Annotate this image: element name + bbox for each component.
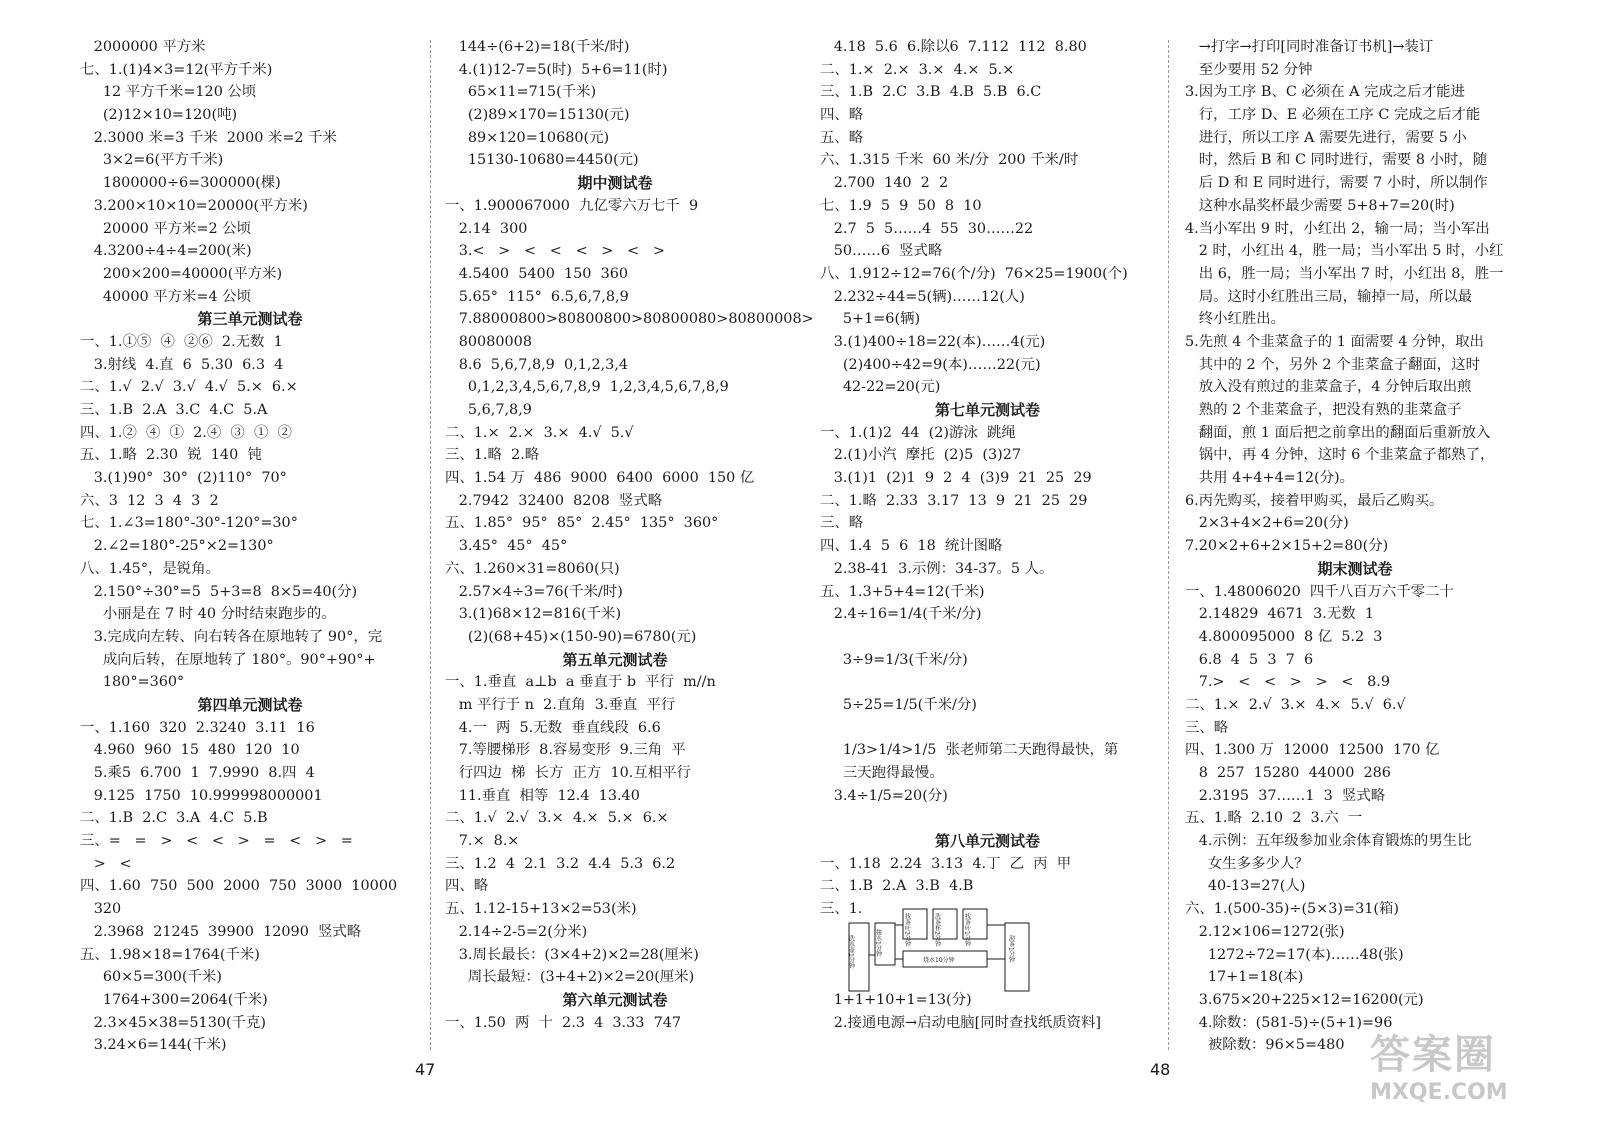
answer-line: 五、1.3+5+4=12(千米): [820, 583, 985, 600]
answer-line: 八、1.912÷12=76(个/分) 76×25=1900(个): [820, 265, 1128, 282]
answer-line: 8 257 15280 44000 286: [1185, 765, 1391, 781]
answer-line: 四、略: [445, 878, 489, 895]
answer-line: 1+1+10+1=13(分): [820, 991, 972, 1008]
answer-line: 2.38-41 3.示例：34-37。5 人。: [820, 560, 1054, 577]
answer-line: 3.因为工序 B、C 必须在 A 完成之后才能进: [1185, 84, 1465, 101]
answer-line: 4.960 960 15 480 120 10: [80, 742, 300, 759]
answer-line: 三、= = > < < > = < > =: [80, 833, 353, 850]
answer-line: 四、1.4 5 6 18 统计图略: [820, 538, 1003, 555]
answer-line: 20000 平方米=2 公顷: [80, 220, 251, 237]
answer-line: 180°=360°: [80, 674, 185, 691]
answer-line: 一、1.48006020 四千八百万六千零二十: [1185, 583, 1454, 600]
answer-line: 进行，所以工序 A 需要先进行，需要 5 小: [1185, 129, 1467, 146]
answer-line: [820, 807, 1155, 830]
watermark-url: MXQE.COM: [1370, 1080, 1508, 1105]
answer-line: 五、1.略 2.30 锐 140 钝: [80, 447, 262, 464]
answer-line: 3×2=6(平方千米): [80, 152, 224, 169]
answer-line: 1272÷72=17(本)……48(张): [1185, 946, 1404, 963]
page-number-left: 47: [415, 1060, 436, 1079]
section-heading: 第三单元测试卷: [197, 310, 303, 329]
answer-line: 2.700 140 2 2: [820, 175, 949, 192]
answer-line: 3.200×10×10=20000(平方米): [80, 197, 308, 214]
answer-line: 1/3>1/4>1/5 张老师第二天跑得最快，第: [820, 742, 1119, 759]
answer-line: 40-13=27(人): [1185, 878, 1306, 895]
answer-line: 3.675×20+225×12=16200(元): [1185, 991, 1424, 1008]
answer-line: 7.88000800>80800800>80800080>80800008>: [445, 311, 814, 328]
answer-line: 二、1.× 2.√ 3.× 4.× 5.√ 6.√: [1185, 696, 1406, 713]
answer-line: 共用 4+4+4=12(分)。: [1185, 470, 1355, 487]
answer-line: 2.57×4÷3=76(千米/时): [445, 583, 623, 600]
flow-box-3: 找茶叶2分钟: [903, 913, 911, 947]
answer-line: 5+1=6(辆): [820, 311, 921, 328]
answer-line: 三、略: [1185, 719, 1229, 736]
answer-line: 12 平方千米=120 公顷: [80, 84, 257, 101]
answer-line: 7.等腰梯形 8.容易变形 9.三角 平: [445, 742, 686, 759]
answer-line: 2.232÷44=5(辆)……12(人): [820, 288, 1025, 305]
answer-line: 七、1.(1)4×3=12(平方千米): [80, 61, 273, 78]
answer-line: 五、1.12-15+13×2=53(米): [445, 901, 637, 918]
answer-line: 3.射线 4.直 6 5.30 6.3 4: [80, 356, 284, 373]
answer-line: 3.(1)68×12=816(千米): [445, 606, 622, 623]
answer-line: 五、略: [820, 129, 864, 146]
answer-line: 2.7942 32400 8208 竖式略: [445, 492, 663, 509]
answer-line: 一、1.900067000 九亿零六万七千 9: [445, 197, 699, 214]
watermark-logo: 答案圈: [1370, 1032, 1496, 1078]
answer-line: 3.24×6=144(千米): [80, 1037, 227, 1054]
answer-line: 2.3000 米=3 千米 2000 米=2 千米: [80, 129, 337, 146]
answer-line: 17+1=18(本): [1185, 969, 1304, 986]
answer-line: 2×3+4×2+6=20(分): [1185, 515, 1349, 532]
answer-line: 七、1.9 5 9 50 8 10: [820, 197, 982, 214]
answer-line: 七、1.∠3=180°-30°-120°=30°: [80, 515, 298, 532]
answer-line: 4.除数：(581-5)÷(5+1)=96: [1185, 1014, 1393, 1031]
flow-box-6: 沏茶1分钟: [1007, 935, 1015, 963]
section-heading: 第四单元测试卷: [197, 695, 303, 714]
column-divider-2: [1168, 40, 1169, 1050]
answer-line: 局。这时小红胜出三局，输掉一局，所以最: [1185, 288, 1473, 305]
answer-line: [820, 626, 1155, 649]
answer-line: 六、1.(500-35)÷(5×3)=31(箱): [1185, 901, 1400, 918]
answer-line: 4.3200÷4÷4=200(米): [80, 243, 252, 260]
answer-line: 后 D 和 E 同时进行，需要 7 小时，所以制作: [1185, 175, 1488, 192]
answer-line: 四、略: [820, 107, 864, 124]
answer-line: 时，然后 B 和 C 同时进行，需要 8 小时，随: [1185, 152, 1488, 169]
answer-line: 这种水晶奖杯最少需要 5+8+7=20(时): [1185, 197, 1455, 214]
answer-line: [820, 671, 1155, 694]
answer-line: 锅中，再 4 分钟，这时 6 个韭菜盒子都熟了，: [1185, 447, 1495, 464]
answer-line: 二、1.B 2.C 3.A 4.C 5.B: [80, 810, 268, 827]
answer-line: 二、1.B 2.A 3.B 4.B: [820, 878, 974, 895]
answer-line: 行，工序 D、E 必须在工序 C 完成之后才能: [1185, 107, 1481, 124]
answer-line: 小丽是在 7 时 40 分时结束跑步的。: [80, 606, 336, 623]
answer-line: 7.20×2+6+2×15+2=80(分): [1185, 538, 1389, 555]
answer-line: 一、1.160 320 2.3240 3.11 16: [80, 719, 315, 736]
answer-line: 6.丙先购买，接着甲购买，最后乙购买。: [1185, 492, 1444, 509]
answer-line: 四、1.300 万 12000 12500 170 亿: [1185, 742, 1440, 759]
answer-line: 翻面，煎 1 面后把之前拿出的翻面后重新放入: [1185, 424, 1491, 441]
flow-box-5: 找茶叶1分钟: [963, 913, 971, 947]
answer-line: 4.(1)12-7=5(时) 5+6=11(时): [445, 61, 668, 78]
answer-line: 2.(1)小汽 摩托 (2)5 (3)27: [820, 447, 1022, 464]
answer-line: 一、1.50 两 十 2.3 4 3.33 747: [445, 1014, 682, 1031]
answer-line: 3÷9=1/3(千米/分): [820, 651, 968, 668]
answer-line: 2.接通电源→启动电脑[同时查找纸质资料]: [820, 1014, 1101, 1031]
answer-line: 2.∠2=180°-25°×2=130°: [80, 538, 274, 555]
answer-line: 终小红胜出。: [1185, 311, 1286, 328]
answer-line: 五、1.略 2.10 2 3.六 一: [1185, 810, 1363, 827]
answer-line: 2.3968 21245 39900 12090 竖式略: [80, 923, 362, 940]
answer-line: 5.65° 115° 6.5,6,7,8,9: [445, 288, 629, 305]
answer-line: (2)89×170=15130(元): [445, 107, 630, 124]
answer-line: 二、1.√ 2.√ 3.× 4.× 5.× 6.×: [445, 810, 669, 827]
answer-line: 三、1.略 2.略: [445, 447, 540, 464]
section-heading: 第六单元测试卷: [562, 990, 668, 1009]
answer-line: 4.800095000 8 亿 5.2 3: [1185, 628, 1383, 645]
answer-line: 其中的 2 个，另外 2 个韭菜盒子翻面，这时: [1185, 356, 1480, 373]
answer-line: 2.4÷16=1/4(千米/分): [820, 606, 982, 623]
section-heading: 期末测试卷: [1317, 559, 1393, 578]
answer-line: 3.45° 45° 45°: [445, 538, 568, 555]
answer-line: 144÷(6+2)=18(千米/时): [445, 39, 630, 55]
answer-line: 四、1.54 万 486 9000 6400 6000 150 亿: [445, 470, 755, 487]
answer-line: 9.125 1750 10.999998000001: [80, 787, 323, 804]
answer-line: 一、1.①⑤ ④ ②⑥ 2.无数 1: [80, 333, 283, 350]
section-heading: 期中测试卷: [577, 174, 653, 193]
section-heading: 第五单元测试卷: [562, 650, 668, 669]
answer-line: 2.7 5 5……4 55 30……22: [820, 220, 1034, 237]
answer-line: (2)400÷42=9(本)……22(元): [820, 356, 1041, 373]
answer-line: 2.12×106=1272(张): [1185, 923, 1345, 940]
answer-line: (2)12×10=120(吨): [80, 107, 238, 124]
column-3: [820, 36, 1155, 1034]
answer-line: 5.先煎 4 个韭菜盒子的 1 面需要 4 分钟，取出: [1185, 333, 1484, 350]
answer-line: [820, 717, 1155, 740]
answer-line: 三、1.2 4 2.1 3.2 4.4 5.3 6.2: [445, 855, 676, 872]
answer-line: 320: [80, 901, 122, 918]
answer-line: 三、1.B 2.A 3.C 4.C 5.A: [80, 402, 268, 418]
answer-line: 一、1.垂直 a⊥b a 垂直于 b 平行 m//n: [445, 674, 716, 691]
answer-line: 六、3 12 3 4 3 2: [80, 492, 219, 509]
answer-line: 60×5=300(千米): [80, 969, 222, 986]
flow-box-4: 洗茶杯2分钟: [933, 913, 941, 947]
answer-line: 2.3195 37……1 3 竖式略: [1185, 787, 1386, 804]
answer-line: 6.8 4 5 3 7 6: [1185, 651, 1314, 668]
answer-line: 放入没有煎过的韭菜盒子，4 分钟后取出煎: [1185, 379, 1472, 396]
answer-line: 2.150°÷30°=5 5+3=8 8×5=40(分): [80, 583, 358, 600]
answer-line: 89×120=10680(元): [445, 129, 610, 146]
answer-line: 1764+300=2064(千米): [80, 991, 268, 1008]
answer-line: 3.4÷1/5=20(分): [820, 787, 948, 804]
answer-line: m 平行于 n 2.直角 3.垂直 平行: [445, 696, 676, 713]
answer-line: 80080008: [445, 333, 532, 350]
column-4: [1185, 36, 1525, 1057]
answer-line: 2.14829 4671 3.无数 1: [1185, 606, 1374, 623]
answer-line: 出 6，胜一局；当小军出 7 时，小红出 8，胜一: [1185, 265, 1504, 282]
answer-line: 二、1.× 2.× 3.× 4.√ 5.√: [445, 424, 634, 441]
flow-box-1: 洗水壶1分钟: [847, 935, 855, 969]
column-divider-1: [430, 40, 431, 1050]
column-2: [445, 36, 814, 1034]
answer-line: 3.(1)400÷18=22(本)……4(元): [820, 333, 1046, 350]
answer-line: 3.(1)90° 30° (2)110° 70°: [80, 470, 287, 487]
answer-line: 4.18 5.6 6.除以6 7.112 112 8.80: [820, 39, 1087, 55]
answer-line: 六、1.260×31=8060(只): [445, 560, 620, 577]
answer-line: 成向后转，在原地转了 180°。90°+90°+: [80, 651, 376, 668]
answer-line: 4.一 两 5.无数 垂直线段 6.6: [445, 719, 661, 736]
answer-line: 4.当小军出 9 时，小红出 2，输一局；当小军出: [1185, 220, 1490, 237]
page-number-right: 48: [1150, 1060, 1171, 1079]
answer-line: 3.< > < < < > < >: [445, 243, 665, 260]
answer-line: 六、1.315 千米 60 米/分 200 千米/时: [820, 152, 1079, 169]
answer-line: 2000000 平方米: [80, 39, 206, 55]
answer-line: 3.完成向左转、向右转各在原地转了 90°，完: [80, 628, 383, 645]
answer-line: 周长最短：(3+4+2)×2=20(厘米): [445, 969, 695, 986]
answer-line: 42-22=20(元): [820, 379, 941, 396]
answer-line: 二、1.略 2.33 3.17 13 9 21 25 29: [820, 492, 1088, 509]
answer-line: 2.14 300: [445, 220, 528, 237]
answer-line: 三、略: [820, 515, 864, 532]
answer-line: →打字→打印[同时准备订书机]→装订: [1185, 39, 1434, 55]
answer-line: 熟的 2 个韭菜盒子，把没有熟的韭菜盒子: [1185, 402, 1462, 418]
answer-line: 4.示例：五年级参加业余体育锻炼的男生比: [1185, 833, 1472, 850]
answer-line: 1800000÷6=300000(棵): [80, 175, 281, 192]
answer-line: 200×200=40000(平方米): [80, 265, 283, 282]
answer-line: 一、1.18 2.24 3.13 4.丁 乙 丙 甲: [820, 855, 1072, 872]
section-heading: 第八单元测试卷: [934, 832, 1040, 851]
answer-line: 3.周长最长：(3×4+2)×2=28(厘米): [445, 946, 699, 963]
answer-line: 二、1.√ 2.√ 3.√ 4.√ 5.× 6.×: [80, 379, 298, 396]
answer-line: 2 时，小红出 4，胜一局；当小军出 5 时，小红: [1185, 243, 1504, 260]
answer-line: 40000 平方米=4 公顷: [80, 288, 251, 305]
answer-line: 三天跑得最慢。: [820, 765, 944, 781]
answer-line: 5÷25=1/5(千米/分): [820, 696, 977, 713]
answer-line: 50……6 竖式略: [820, 243, 943, 260]
section-heading: 第七单元测试卷: [934, 401, 1040, 419]
answer-line: 五、1.98×18=1764(千米): [80, 946, 260, 963]
answer-line: 7.> < < > > < 8.9: [1185, 674, 1391, 691]
answer-line: 四、1.60 750 500 2000 750 3000 10000: [80, 878, 398, 895]
watermark: [1370, 1023, 1570, 1103]
flow-box-7: 烧水10分钟: [923, 957, 955, 964]
answer-line: 11.垂直 相等 12.4 13.40: [445, 787, 640, 804]
flow-box-2: 接水1分钟: [874, 929, 882, 957]
answer-line: > <: [80, 855, 132, 872]
answer-line: 三、1.: [820, 901, 863, 918]
answer-line: 女生多多少人？: [1185, 855, 1309, 872]
answer-line: 4.5400 5400 150 360: [445, 265, 629, 282]
tea-making-flowchart: [845, 905, 1045, 995]
answer-line: 5,6,7,8,9: [445, 402, 532, 418]
answer-line: 行四边 梯 长方 正方 10.互相平行: [445, 765, 691, 781]
answer-line: 65×11=715(千米): [445, 84, 597, 101]
answer-line: 2.3×45×38=5130(千克): [80, 1014, 267, 1031]
answer-line: 三、1.B 2.C 3.B 4.B 5.B 6.C: [820, 84, 1042, 101]
answer-line: (2)(68+45)×(150-90)=6780(元): [445, 628, 697, 645]
answer-line: 15130-10680=4450(元): [445, 152, 639, 169]
answer-line: 7.× 8.×: [445, 833, 520, 850]
answer-line: 3.(1)1 (2)1 9 2 4 (3)9 21 25 29: [820, 470, 1092, 487]
column-1: [80, 36, 420, 1057]
answer-line: 至少要用 52 分钟: [1185, 61, 1313, 78]
answer-line: 二、1.× 2.× 3.× 4.× 5.×: [820, 61, 1015, 78]
answer-line: 8.6 5,6,7,8,9 0,1,2,3,4: [445, 356, 629, 373]
answer-line: 5.乘5 6.700 1 7.9990 8.四 4: [80, 765, 315, 781]
answer-line: 一、1.(1)2 44 (2)游泳 跳绳: [820, 424, 1016, 441]
answer-line: 0,1,2,3,4,5,6,7,8,9 1,2,3,4,5,6,7,8,9: [445, 379, 729, 396]
answer-line: 八、1.45°，是锐角。: [80, 560, 220, 577]
answer-line: 2.14÷2-5=2(分米): [445, 923, 588, 940]
answer-line: 四、1.② ④ ① 2.④ ③ ① ②: [80, 424, 292, 441]
answer-line: 被除数：96×5=480: [1185, 1037, 1345, 1054]
answer-line: 五、1.85° 95° 85° 2.45° 135° 360°: [445, 515, 719, 532]
